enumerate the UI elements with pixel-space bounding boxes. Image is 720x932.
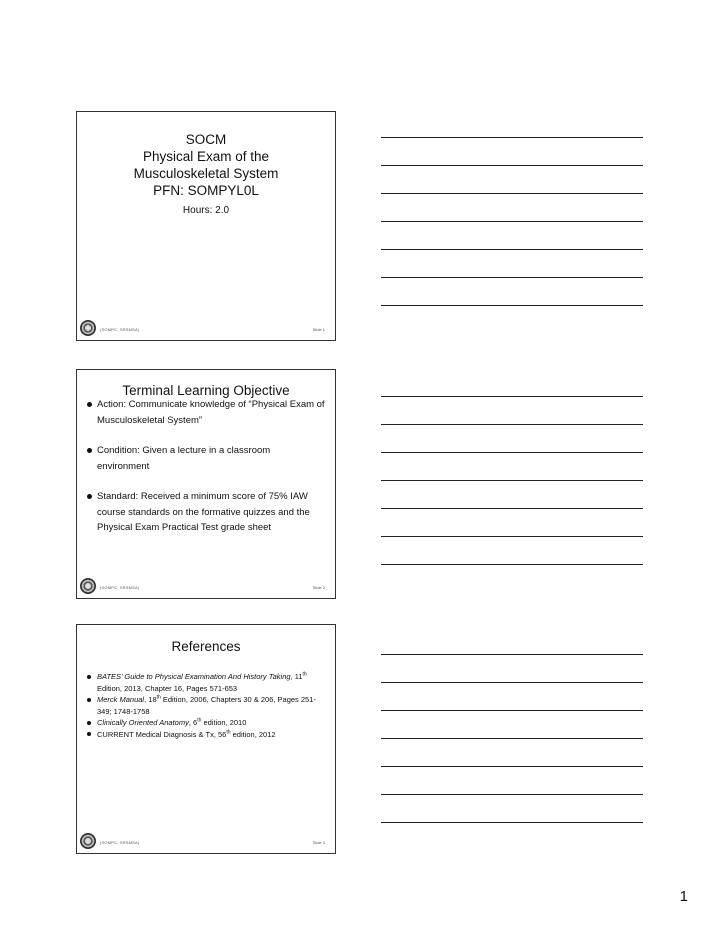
list-item: Action: Communicate knowledge of “Physical Exam of Musculoskeletal System”: [87, 397, 325, 428]
footer-org: (SOMPC, SRSMSA): [100, 840, 140, 845]
note-line: [381, 822, 643, 823]
seal-logo-icon: [80, 578, 96, 594]
slide-title: Terminal Learning Objective: [122, 383, 290, 398]
note-line: [381, 452, 643, 453]
note-line: [381, 508, 643, 509]
list-item: BATES’ Guide to Physical Examination And History Taking, 11th Edition, 2013, Chapter 16, Pages 571-653: [87, 671, 325, 694]
note-line: [381, 564, 643, 565]
hours-text: Hours: 2.0: [182, 205, 230, 216]
slide-title: [77, 131, 335, 199]
seal-logo-icon: [80, 833, 96, 849]
list-item: Merck Manual, 18th Edition, 2006, Chapters 30 & 206, Pages 251-349; 1748-1758: [87, 694, 325, 717]
objective-list: [87, 397, 325, 551]
slide-number: Slide 3: [312, 840, 325, 845]
note-line: [381, 682, 643, 683]
note-line: [381, 165, 643, 166]
note-line: [381, 305, 643, 306]
list-item: Condition: Given a lecture in a classroom environment: [87, 443, 325, 474]
slide-title: References: [171, 639, 241, 654]
note-line: [381, 396, 643, 397]
list-item: Standard: Received a minimum score of 75% IAW course standards on the formative quizzes and the Physical Exam Practical Test grade sheet: [87, 489, 325, 536]
title-line: SOCM: [185, 132, 227, 147]
title-line: Musculoskeletal System: [133, 166, 279, 181]
note-line: [381, 424, 643, 425]
page-number: 1: [679, 888, 688, 905]
title-line: PFN: SOMPYL0L: [153, 183, 259, 198]
list-item: Clinically Oriented Anatomy, 6th edition, 2010: [87, 717, 325, 729]
note-line: [381, 710, 643, 711]
note-line: [381, 193, 643, 194]
note-line: [381, 277, 643, 278]
slide-1: [76, 111, 336, 341]
list-item: CURRENT Medical Diagnosis & Tx, 56th edition, 2012: [87, 729, 325, 741]
note-line: [381, 536, 643, 537]
note-line: [381, 794, 643, 795]
note-line: [381, 480, 643, 481]
footer-org: (SOMPC, SRSMSA): [100, 327, 140, 332]
note-line: [381, 137, 643, 138]
title-line: Physical Exam of the: [142, 149, 270, 164]
slide-3: [76, 624, 336, 854]
slide-number: Slide 1: [312, 327, 325, 332]
slide-2: [76, 369, 336, 599]
note-line: [381, 766, 643, 767]
note-line: [381, 654, 643, 655]
references-list: [87, 671, 325, 740]
slide-number: Slide 2: [312, 585, 325, 590]
note-line: [381, 249, 643, 250]
note-line: [381, 221, 643, 222]
note-line: [381, 738, 643, 739]
seal-logo-icon: [80, 320, 96, 336]
footer-org: (SOMPC, SRSMSA): [100, 585, 140, 590]
